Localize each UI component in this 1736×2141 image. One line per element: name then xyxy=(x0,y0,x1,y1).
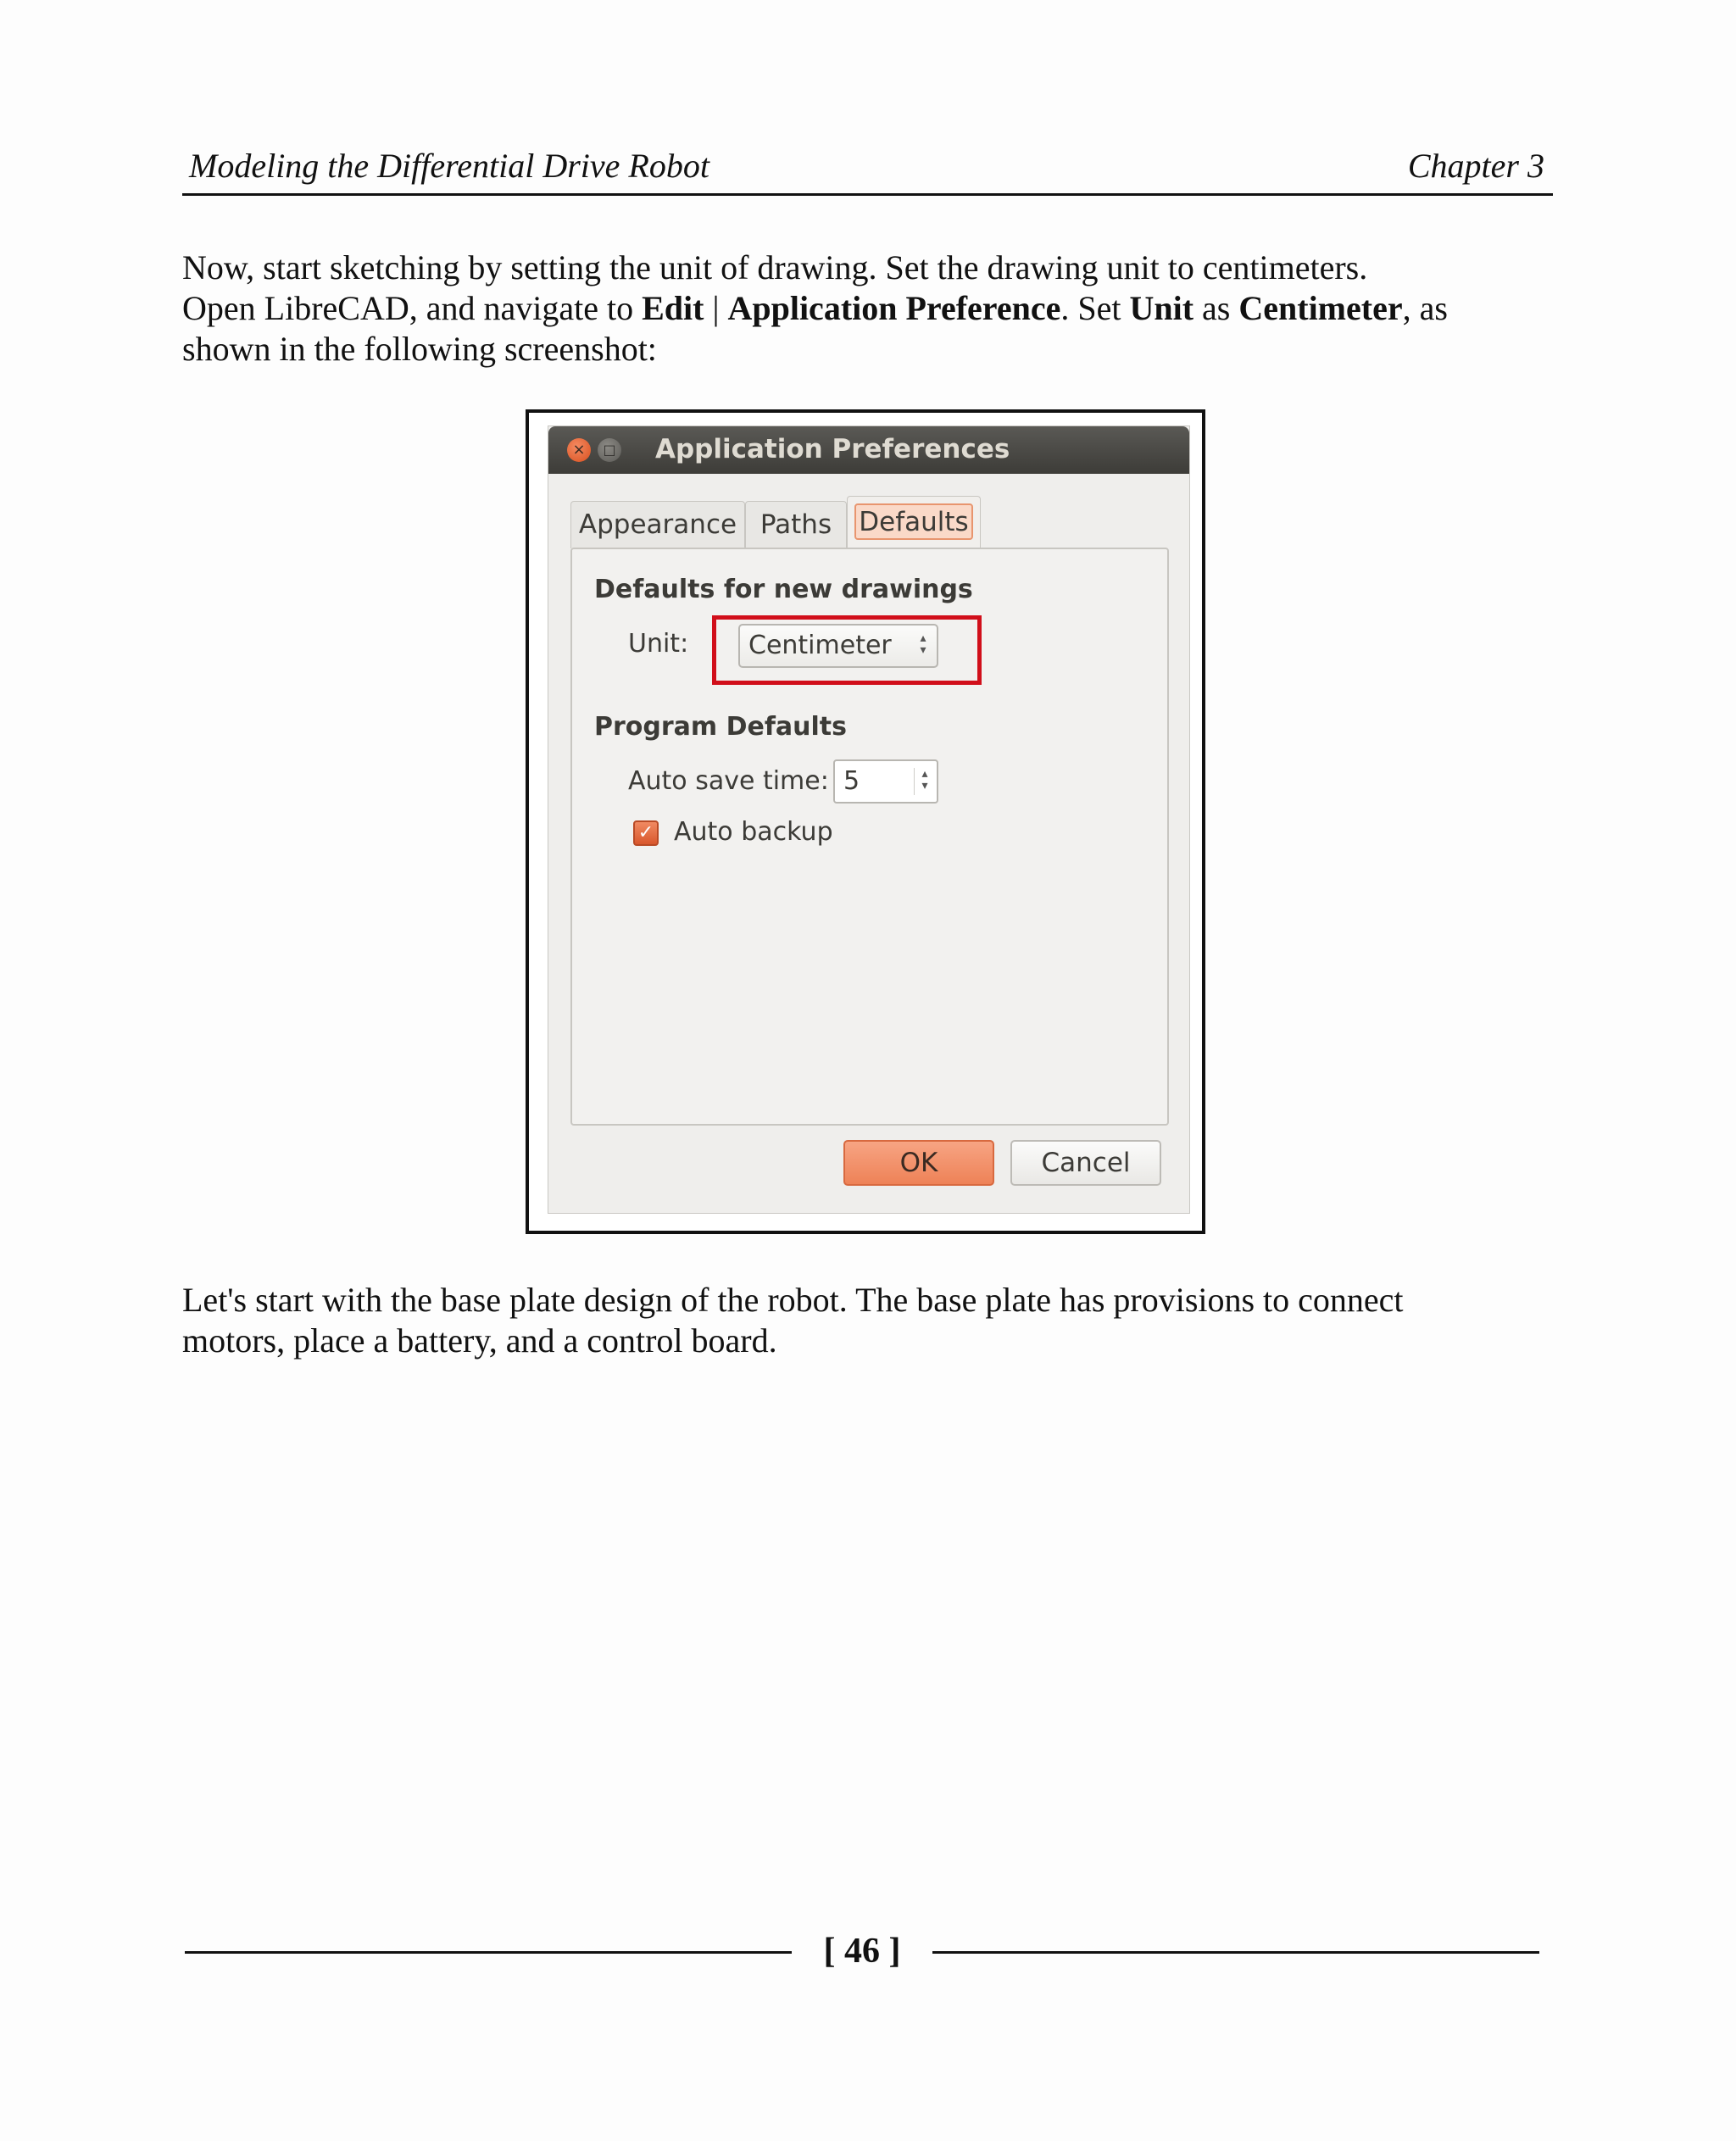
autosave-value: 5 xyxy=(843,766,860,796)
base-plate-line-1: Let's start with the base plate design of the robot. The base plate has provisions to connect xyxy=(182,1281,1404,1319)
tab-paths[interactable]: Paths xyxy=(745,501,847,548)
running-header xyxy=(182,142,1553,196)
ok-button-label: OK xyxy=(899,1148,938,1178)
base-plate-paragraph xyxy=(182,1280,1564,1361)
dialog-titlebar xyxy=(548,426,1189,474)
dialog-title: Application Preferences xyxy=(655,434,1010,464)
chapter-number: Chapter 3 xyxy=(1407,147,1544,185)
term-unit: Unit xyxy=(1129,289,1194,327)
unit-select[interactable] xyxy=(738,624,938,668)
section-new-drawings: Defaults for new drawings xyxy=(594,575,973,604)
autosave-label: Auto save time: xyxy=(628,766,829,796)
menu-separator: | xyxy=(704,289,728,327)
autosave-spinbox[interactable] xyxy=(833,759,938,804)
cancel-button-label: Cancel xyxy=(1041,1148,1131,1178)
ok-button[interactable] xyxy=(843,1140,994,1186)
updown-arrows-icon: ▴ ▾ xyxy=(920,631,926,657)
menu-application-preference: Application Preference xyxy=(727,289,1061,327)
checkmark-icon: ✓ xyxy=(637,822,654,843)
maximize-icon: □ xyxy=(603,442,616,458)
cancel-button[interactable] xyxy=(1010,1140,1161,1186)
intro-line-2-as: as xyxy=(1194,289,1239,327)
tab-defaults-label: Defaults xyxy=(854,503,973,540)
unit-label: Unit: xyxy=(628,629,689,659)
intro-paragraph xyxy=(182,247,1564,370)
intro-line-3: shown in the following screenshot: xyxy=(182,330,657,368)
footer-rule-right xyxy=(932,1951,1539,1954)
autobackup-checkbox[interactable] xyxy=(633,820,659,846)
autobackup-label: Auto backup xyxy=(674,817,833,847)
intro-line-2-mid: . Set xyxy=(1060,289,1130,327)
tab-defaults[interactable] xyxy=(847,496,981,548)
application-preferences-dialog xyxy=(548,425,1190,1214)
footer-rule-left xyxy=(185,1951,792,1954)
section-program-defaults: Program Defaults xyxy=(594,712,847,742)
spin-arrows-icon[interactable]: ▴ ▾ xyxy=(914,768,932,795)
menu-edit: Edit xyxy=(642,289,704,327)
unit-select-value: Centimeter xyxy=(748,631,892,660)
base-plate-line-2: motors, place a battery, and a control board. xyxy=(182,1321,777,1360)
intro-line-2-prefix: Open LibreCAD, and navigate to xyxy=(182,289,643,327)
maximize-window-button[interactable] xyxy=(598,438,621,462)
intro-line-2-suffix: , as xyxy=(1402,289,1448,327)
term-centimeter: Centimeter xyxy=(1238,289,1403,327)
defaults-tab-panel xyxy=(570,548,1169,1126)
tab-appearance[interactable]: Appearance xyxy=(570,501,745,548)
intro-line-1: Now, start sketching by setting the unit of drawing. Set the drawing unit to centimeters. xyxy=(182,248,1368,286)
close-icon: × xyxy=(572,441,586,459)
close-window-button[interactable] xyxy=(567,438,591,462)
chapter-title: Modeling the Differential Drive Robot xyxy=(189,147,709,185)
page-number: [ 46 ] xyxy=(823,1932,901,1971)
